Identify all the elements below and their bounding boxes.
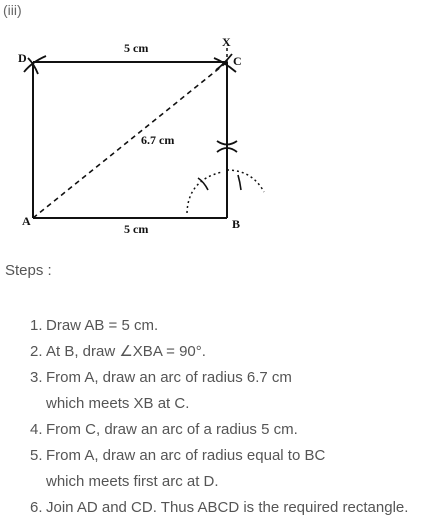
construction-arc-b-2 bbox=[227, 170, 264, 192]
step-number: 1. bbox=[30, 317, 43, 334]
step-text-continued: which meets XB at C. bbox=[46, 395, 190, 412]
step-text-continued: which meets first arc at D. bbox=[46, 473, 219, 490]
part-label: (iii) bbox=[3, 2, 22, 18]
diagonal-ac bbox=[33, 62, 227, 218]
step-item bbox=[30, 495, 408, 521]
top-side-label: 5 cm bbox=[124, 41, 149, 55]
step-item bbox=[30, 365, 408, 417]
construction-arc-b-3 bbox=[198, 178, 208, 190]
construction-arc-b bbox=[187, 172, 222, 213]
steps-list bbox=[30, 313, 408, 521]
construction-arc-b-4 bbox=[238, 175, 241, 190]
step-item bbox=[30, 417, 408, 443]
vertex-label-b: B bbox=[232, 217, 241, 231]
bottom-side-label: 5 cm bbox=[124, 222, 149, 236]
step-text: From A, draw an arc of radius 6.7 cm bbox=[46, 369, 292, 386]
diagonal-label: 6.7 cm bbox=[141, 133, 175, 147]
step-number: 6. bbox=[30, 499, 43, 516]
step-item bbox=[30, 339, 408, 365]
vertex-label-d: D bbox=[18, 51, 27, 65]
step-text: From A, draw an arc of radius equal to BC bbox=[46, 447, 326, 464]
vertex-label-a: A bbox=[22, 214, 31, 228]
step-item bbox=[30, 313, 408, 339]
step-item bbox=[30, 443, 408, 495]
step-number: 4. bbox=[30, 421, 43, 438]
step-text: From C, draw an arc of a radius 5 cm. bbox=[46, 421, 298, 438]
step-text: Draw AB = 5 cm. bbox=[46, 317, 159, 334]
vertex-label-c: C bbox=[233, 54, 242, 68]
step-text: Join AD and CD. Thus ABCD is the required rectangle. bbox=[46, 499, 409, 516]
vertex-label-x: X bbox=[222, 35, 231, 49]
step-text: At B, draw ∠XBA = 90°. bbox=[46, 343, 206, 360]
step-number: 5. bbox=[30, 447, 43, 464]
arc-mark-d bbox=[24, 56, 46, 72]
step-number: 2. bbox=[30, 343, 43, 360]
step-number: 3. bbox=[30, 369, 43, 386]
rectangle-construction-figure bbox=[0, 0, 423, 245]
steps-heading: Steps : bbox=[5, 262, 52, 279]
